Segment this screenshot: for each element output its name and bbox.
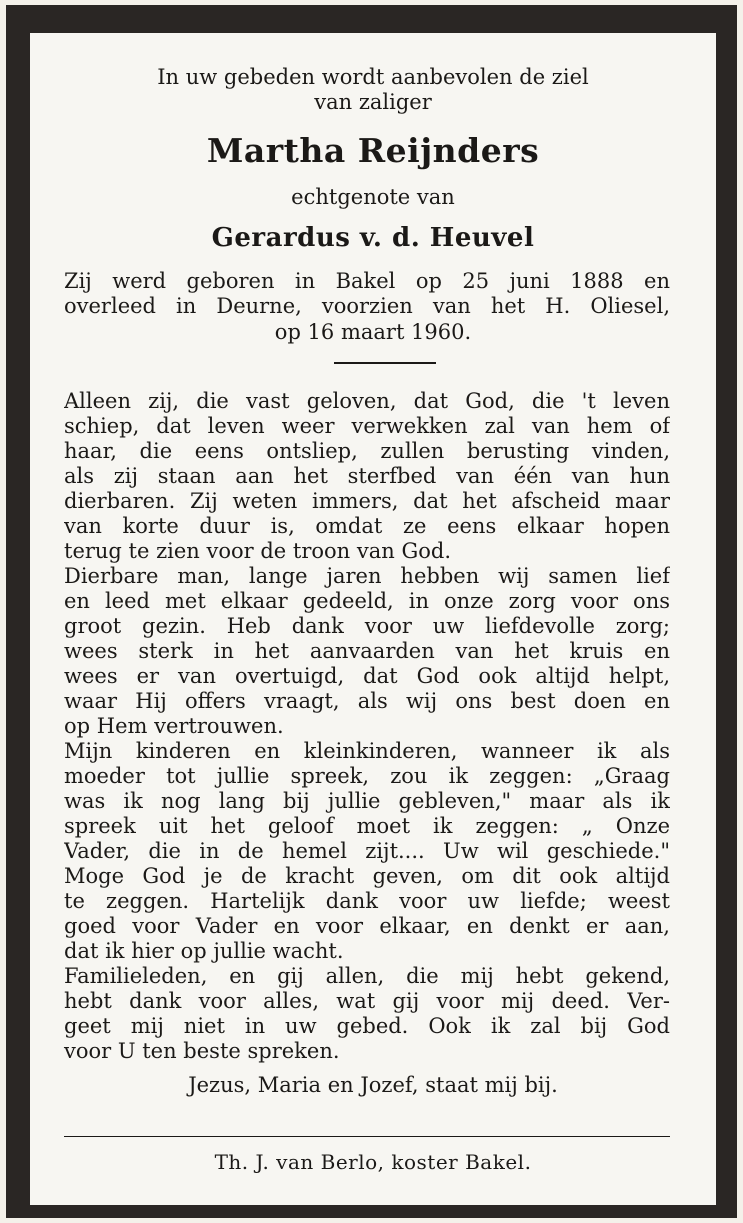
text-line: Dierbare man, lange jaren hebben wij samen lief (64, 564, 670, 588)
text-line: Vader, die in de hemel zijt.... Uw wil geschiede." (64, 839, 670, 863)
deceased-name: Martha Reijnders (206, 131, 540, 170)
text-line: groot gezin. Heb dank voor uw liefdevolle zorg; (64, 614, 670, 638)
text-line: te zeggen. Hartelijk dank voor uw liefde; weest (64, 889, 670, 913)
printer-credit: Th. J. van Berlo, koster Bakel. (214, 1150, 532, 1174)
birth-death-line: Zij werd geboren in Bakel op 25 juni 1888 en (64, 269, 670, 293)
death-date-line: op 16 maart 1960. (274, 320, 472, 344)
text-line: wees er van overtuigd, dat God ook altijd helpt, (64, 664, 670, 688)
text-line: van korte duur is, omdat ze eens elkaar hopen (64, 514, 670, 538)
divider-short (334, 362, 436, 364)
intro-line-2: van zaliger (314, 90, 432, 114)
text-line: op Hem vertrouwen. (64, 714, 284, 738)
text-line: dat ik hier op jullie wacht. (64, 939, 344, 963)
closing-prayer: Jezus, Maria en Jozef, staat mij bij. (188, 1073, 558, 1097)
card-paper (30, 33, 716, 1205)
text-line: goed voor Vader en voor elkaar, en denkt er aan, (64, 914, 670, 938)
text-line: Familieleden, en gij allen, die mij hebt gekend, (64, 964, 670, 988)
intro-line-1: In uw gebeden wordt aanbevolen de ziel (157, 65, 589, 89)
text-line: hebt dank voor alles, wat gij voor mij deed. Ver- (64, 989, 670, 1013)
text-line: geet mij niet in uw gebed. Ook ik zal bij God (64, 1014, 670, 1038)
relation-text: echtgenote van (291, 185, 455, 209)
text-line: waar Hij offers vraagt, als wij ons best doen en (64, 689, 670, 713)
divider-long (64, 1136, 670, 1137)
text-line: moeder tot jullie spreek, zou ik zeggen: „Graag (64, 764, 670, 788)
text-line: wees sterk in het aanvaarden van het kruis en (64, 639, 670, 663)
text-line: en leed met elkaar gedeeld, in onze zorg voor ons (64, 589, 670, 613)
text-line: spreek uit het geloof moet ik zeggen: „ Onze (64, 814, 670, 838)
memorial-card (6, 5, 737, 1218)
text-line: was ik nog lang bij jullie gebleven," maar als ik (64, 789, 670, 813)
text-line: voor U ten beste spreken. (64, 1039, 340, 1063)
text-line: als zij staan aan het sterfbed van één van hun (64, 464, 670, 488)
birth-death-line: overleed in Deurne, voorzien van het H. Oliesel, (64, 294, 670, 318)
text-line: haar, die eens ontsliep, zullen berusting vinden, (64, 439, 670, 463)
text-line: Alleen zij, die vast geloven, dat God, die 't leven (64, 389, 670, 413)
text-line: dierbaren. Zij weten immers, dat het afscheid maar (64, 489, 670, 513)
text-line: schiep, dat leven weer verwekken zal van hem of (64, 414, 670, 438)
text-line: Moge God je de kracht geven, om dit ook altijd (64, 864, 670, 888)
text-line: Mijn kinderen en kleinkinderen, wanneer ik als (64, 739, 670, 763)
text-line: terug te zien voor de troon van God. (64, 539, 451, 563)
husband-name: Gerardus v. d. Heuvel (211, 223, 535, 253)
